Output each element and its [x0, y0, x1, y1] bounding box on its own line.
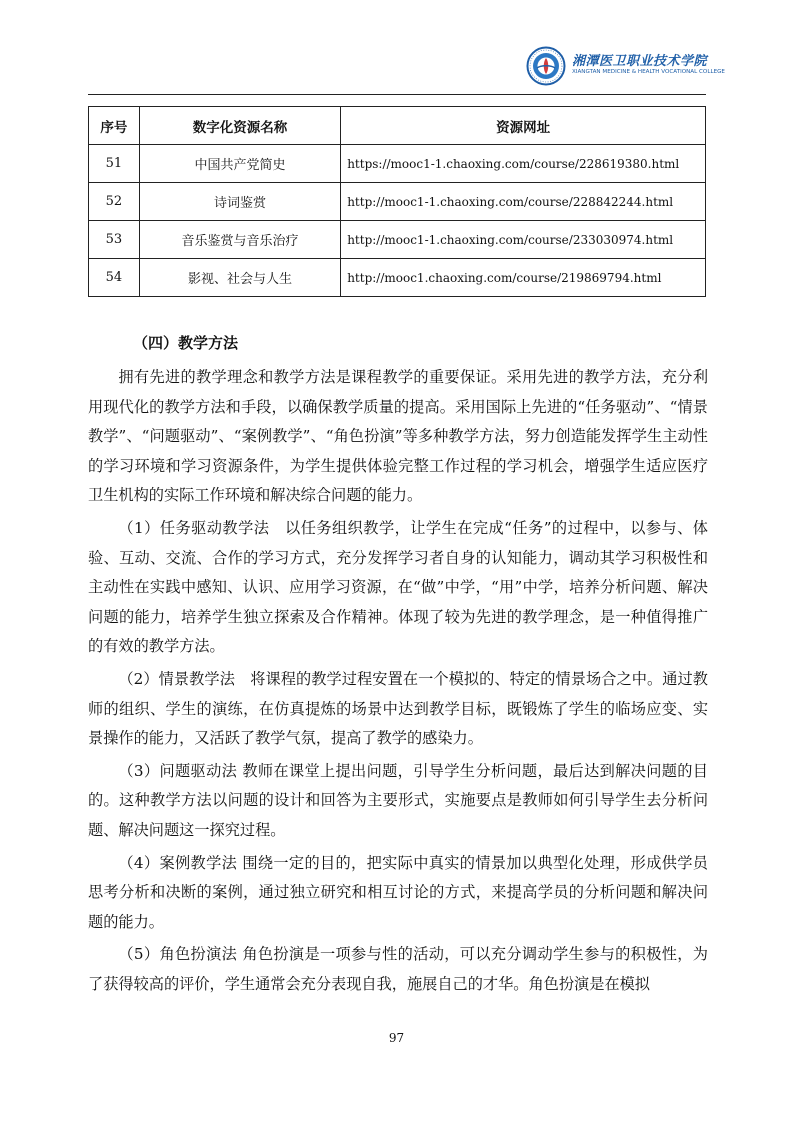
row-number: 54: [89, 259, 140, 297]
paragraph-intro: 拥有先进的教学理念和教学方法是课程教学的重要保证。采用先进的教学方法，充分利用现代化的教学方法和手段，以确保教学质量的提高。采用国际上先进的“任务驱动”、“情景教学”、“问题驱动”、“案例教学”、“角色扮演”等多种教学方法，努力创造能发挥学生主动性的学习环境和学习资源条件，为学生提供体验完整工作过程的学习机会，增强学生适应医疗卫生机构的实际工作环境和解决综合问题的能力。: [88, 368, 708, 505]
body-text: [88, 363, 708, 999]
row-number: 52: [89, 183, 140, 221]
logo-english-name: XIANGTAN MEDICINE & HEALTH VOCATIONAL COLLEGE: [572, 69, 725, 75]
header-resource-url: 资源网址: [341, 107, 706, 145]
logo-chinese-name: 湘潭医卫职业技术学院: [572, 54, 708, 69]
page-number: 97: [388, 1031, 405, 1045]
table-header-row: [89, 107, 706, 145]
row-number: 51: [89, 145, 140, 183]
table-row: [89, 145, 706, 183]
table-row: [89, 183, 706, 221]
row-resource-url[interactable]: https://mooc1-1.chaoxing.com/course/228619380.html: [341, 145, 706, 183]
row-resource-name: 影视、社会与人生: [139, 259, 341, 297]
college-emblem-icon: [526, 46, 566, 86]
paragraph-role-play: （5）角色扮演法 角色扮演是一项参与性的活动，可以充分调动学生参与的积极性，为了获得较高的评价，学生通常会充分表现自我，施展自己的才华。角色扮演是在模拟: [88, 945, 708, 993]
resource-table: [88, 106, 706, 297]
paragraph-situational: （2）情景教学法 将课程的教学过程安置在一个模拟的、特定的情景场合之中。通过教师的组织、学生的演练，在仿真提炼的场景中达到教学目标，既锻炼了学生的临场应变、实景操作的能力，又活跃了教学气氛，提高了教学的感染力。: [88, 669, 708, 748]
paragraph-task-driven: （1）任务驱动教学法 以任务组织教学，让学生在完成“任务”的过程中，以参与、体验、互动、交流、合作的学习方式，充分发挥学习者自身的认知能力，调动其学习积极性和主动性在实践中感知、认识、应用学习资源，在“做”中学，“用”中学，培养分析问题、解决问题的能力，培养学生独立探索及合作精神。体现了较为先进的教学理念，是一种值得推广的有效的教学方法。: [88, 518, 708, 656]
row-number: 53: [89, 221, 140, 259]
row-resource-url[interactable]: http://mooc1.chaoxing.com/course/219869794.html: [341, 259, 706, 297]
college-logo: [526, 44, 725, 92]
table-row: [89, 259, 706, 297]
header-number: 序号: [89, 107, 140, 145]
paragraph-problem-driven: （3）问题驱动法 教师在课堂上提出问题，引导学生分析问题，最后达到解决问题的目的。这种教学方法以问题的设计和回答为主要形式，实施要点是教师如何引导学生去分析问题、解决问题这一探究过程。: [88, 761, 708, 839]
table-row: [89, 221, 706, 259]
row-resource-name: 中国共产党简史: [139, 145, 341, 183]
page-header: [88, 44, 725, 94]
section-title: （四）教学方法: [133, 334, 239, 352]
row-resource-url[interactable]: http://mooc1-1.chaoxing.com/course/228842244.html: [341, 183, 706, 221]
row-resource-name: 诗词鉴赏: [139, 183, 341, 221]
paragraph-case-study: （4）案例教学法 围绕一定的目的，把实际中真实的情景加以典型化处理，形成供学员思考分析和决断的案例，通过独立研究和相互讨论的方式，来提高学员的分析问题和解决问题的能力。: [88, 853, 708, 931]
header-rule: [88, 94, 706, 95]
header-resource-name: 数字化资源名称: [139, 107, 341, 145]
row-resource-name: 音乐鉴赏与音乐治疗: [139, 221, 341, 259]
row-resource-url[interactable]: http://mooc1-1.chaoxing.com/course/233030974.html: [341, 221, 706, 259]
